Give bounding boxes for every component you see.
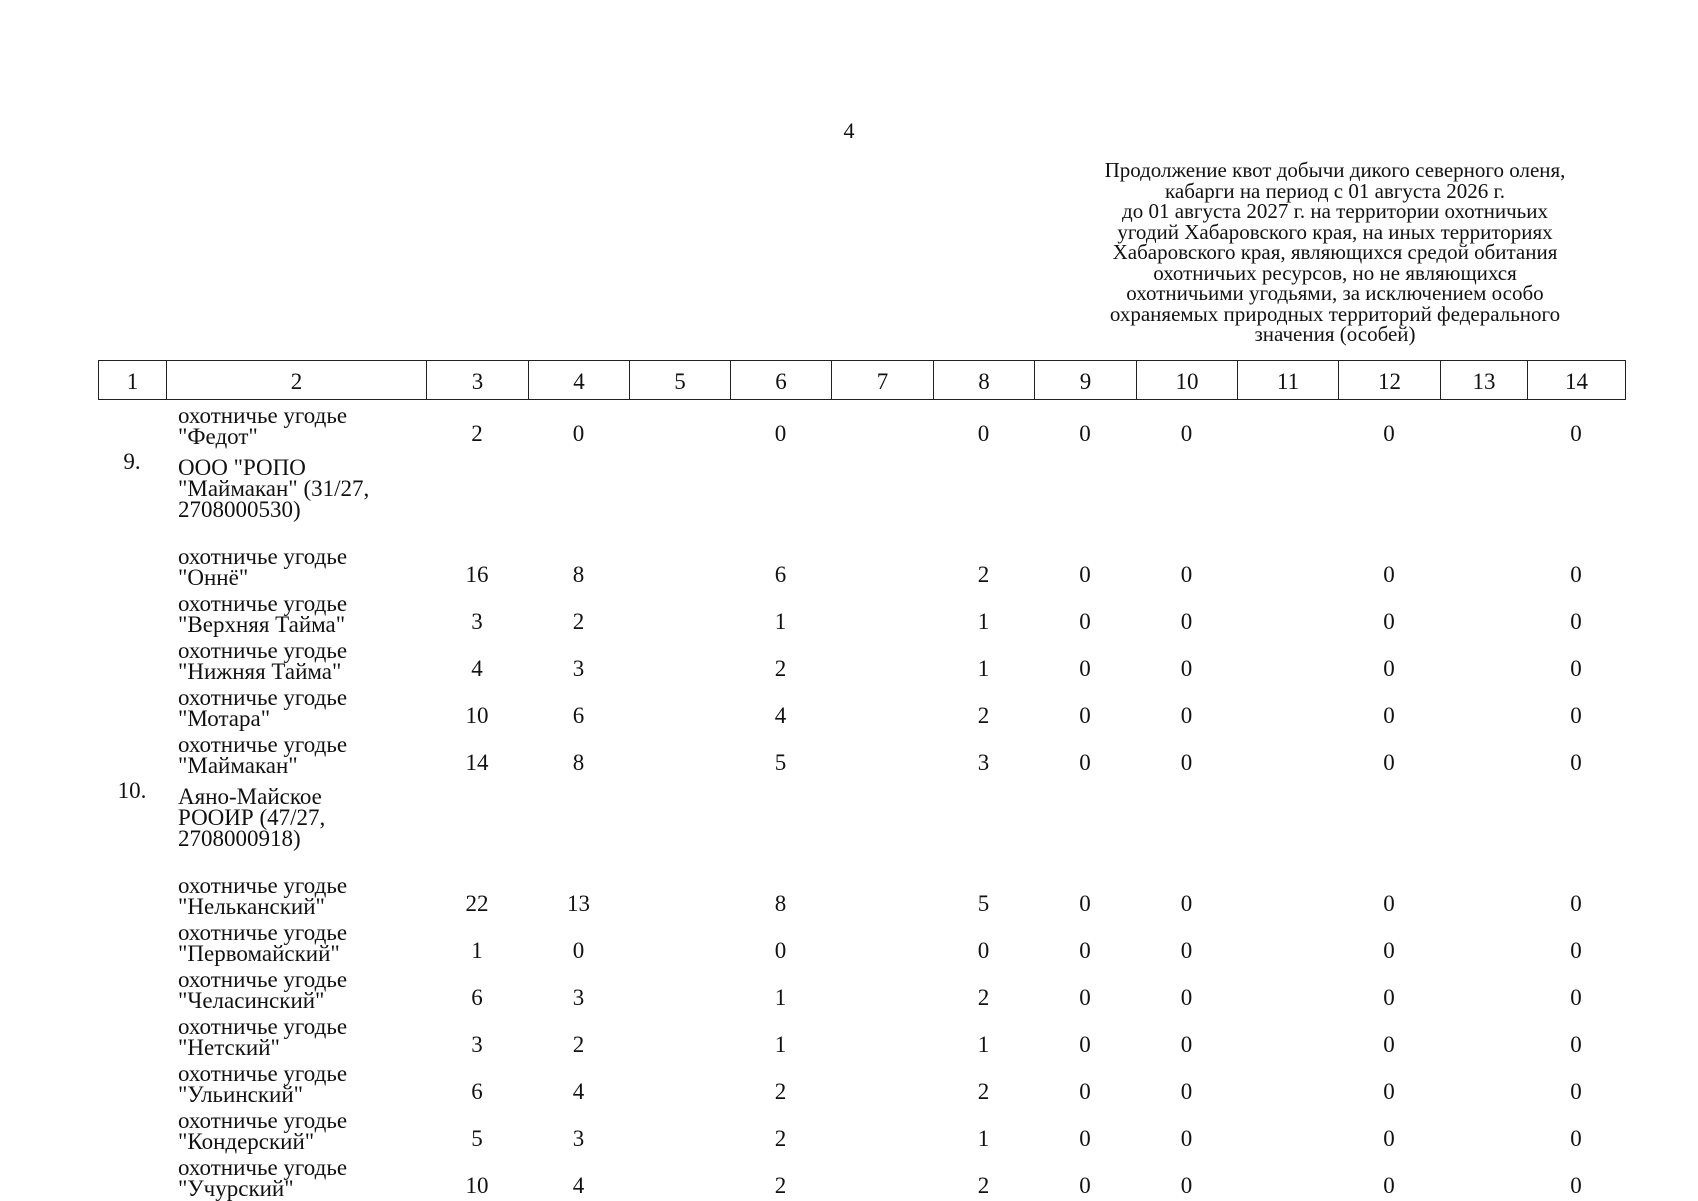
cell-col-12: 0	[1383, 1173, 1395, 1198]
cell-col-12: 0	[1383, 703, 1395, 728]
name-line: "Учурский"	[178, 1176, 294, 1201]
cell-col-8: 5	[977, 891, 990, 916]
name-line: "Челасинский"	[178, 988, 325, 1013]
cell-col-14: 0	[1570, 938, 1582, 963]
cell-col-13	[1440, 1152, 1527, 1199]
hunting-ground-name	[166, 1058, 426, 1105]
cell-col-9: 0	[1079, 703, 1091, 728]
cell-col-3: 10	[465, 703, 489, 728]
column-number-header	[98, 360, 1626, 400]
cell-col-10: 0	[1180, 1173, 1193, 1198]
cell-col-9: 0	[1079, 985, 1091, 1010]
cell-col-5	[629, 541, 730, 588]
header-col-6: 6	[731, 361, 832, 400]
cell-col-4: 2	[572, 1032, 585, 1057]
header-col-13: 13	[1441, 361, 1528, 400]
cell-col-6: 1	[774, 609, 787, 634]
row-index	[98, 729, 166, 776]
cell-col-13	[1440, 635, 1527, 682]
cell-col-5	[629, 588, 730, 635]
header-col-11: 11	[1238, 361, 1339, 400]
cell-col-14: 0	[1570, 1173, 1582, 1198]
cell-col-8: 1	[977, 609, 990, 634]
cell-col-3	[426, 776, 528, 870]
cell-col-9: 0	[1079, 1173, 1091, 1198]
cell-col-6: 5	[774, 750, 787, 775]
cell-col-6: 8	[774, 891, 787, 916]
cell-col-5	[629, 1152, 730, 1199]
cell-col-9: 0	[1079, 421, 1091, 446]
cell-col-6: 4	[774, 703, 787, 728]
cell-col-13	[1440, 1058, 1527, 1105]
caption-line: охотничьими угодьями, за исключением особо	[1126, 281, 1544, 305]
cell-col-9: 0	[1079, 656, 1091, 681]
header-col-2: 2	[167, 361, 427, 400]
cell-col-12	[1338, 447, 1440, 541]
organization-row	[98, 776, 1625, 870]
cell-col-14: 0	[1570, 1032, 1582, 1057]
caption-line: охотничьих ресурсов, но не являющихся	[1153, 260, 1517, 285]
hunting-ground-row	[98, 635, 1625, 682]
cell-col-6: 0	[774, 938, 787, 963]
cell-col-4: 0	[572, 421, 585, 446]
cell-col-10: 0	[1180, 609, 1193, 634]
cell-col-4: 3	[572, 985, 585, 1010]
cell-col-14: 0	[1570, 1079, 1582, 1104]
name-line: охотничье угодье	[178, 403, 348, 428]
name-line: ООО "РОПО	[178, 455, 306, 480]
caption-line: охраняемых природных территорий федерального	[1109, 301, 1561, 326]
cell-col-14: 0	[1570, 656, 1582, 681]
cell-col-9: 0	[1079, 1079, 1091, 1104]
cell-col-9: 0	[1079, 609, 1091, 634]
hunting-ground-row	[98, 917, 1625, 964]
cell-col-13	[1440, 776, 1527, 870]
cell-col-4: 0	[572, 938, 585, 963]
cell-col-11	[1237, 1058, 1338, 1105]
cell-col-6: 1	[774, 1032, 787, 1057]
cell-col-13	[1440, 588, 1527, 635]
cell-col-5	[629, 964, 730, 1011]
cell-col-3: 2	[471, 421, 483, 446]
cell-col-4: 8	[572, 750, 585, 775]
cell-col-11	[1237, 776, 1338, 870]
cell-col-11	[1237, 447, 1338, 541]
cell-col-11	[1237, 541, 1338, 588]
hunting-ground-name	[166, 729, 426, 776]
cell-col-12: 0	[1383, 750, 1395, 775]
hunting-ground-row	[98, 1152, 1625, 1199]
hunting-ground-name	[166, 964, 426, 1011]
cell-col-7	[831, 776, 933, 870]
organization-name	[166, 776, 426, 870]
name-line: охотничье угодье	[178, 732, 348, 757]
cell-col-8: 1	[977, 656, 990, 681]
hunting-ground-name	[166, 635, 426, 682]
cell-col-11	[1237, 635, 1338, 682]
name-line: "Маймакан"	[178, 753, 298, 778]
name-line: "Кондерский"	[178, 1129, 315, 1154]
cell-col-7	[831, 964, 933, 1011]
table-caption	[1055, 160, 1615, 345]
cell-col-3: 6	[471, 1079, 483, 1104]
cell-col-10: 0	[1180, 1126, 1193, 1151]
cell-col-10: 0	[1180, 656, 1193, 681]
caption-line: кабарги на период с 01 августа 2026 г.	[1165, 178, 1505, 203]
cell-col-10: 0	[1180, 703, 1193, 728]
cell-col-10	[1136, 447, 1237, 541]
cell-col-9	[1034, 447, 1136, 541]
cell-col-6: 1	[774, 985, 787, 1010]
cell-col-9: 0	[1079, 1032, 1091, 1057]
header-col-14: 14	[1528, 361, 1626, 400]
cell-col-6	[730, 447, 831, 541]
cell-col-9: 0	[1079, 891, 1091, 916]
caption-line: Хабаровского края, являющихся средой обитания	[1112, 240, 1558, 264]
cell-col-11	[1237, 1105, 1338, 1152]
row-index	[98, 541, 166, 588]
name-line: охотничье угодье	[178, 1061, 348, 1086]
cell-col-6: 2	[774, 1126, 787, 1151]
row-index	[98, 1152, 166, 1199]
name-line: охотничье угодье	[178, 685, 348, 710]
cell-col-10: 0	[1180, 562, 1193, 587]
caption-line: Продолжение квот добычи дикого северного оленя,	[1104, 158, 1566, 182]
cell-col-11	[1237, 964, 1338, 1011]
cell-col-10: 0	[1180, 1032, 1193, 1057]
cell-col-5	[629, 776, 730, 870]
cell-col-8: 2	[977, 562, 990, 587]
cell-col-9: 0	[1079, 562, 1091, 587]
cell-col-13	[1440, 1105, 1527, 1152]
cell-col-14: 0	[1570, 703, 1582, 728]
cell-col-12: 0	[1383, 891, 1395, 916]
cell-col-3: 14	[465, 750, 489, 775]
cell-col-12: 0	[1383, 985, 1395, 1010]
cell-col-14: 0	[1570, 1126, 1582, 1151]
cell-col-10: 0	[1180, 985, 1193, 1010]
cell-col-5	[629, 917, 730, 964]
cell-col-8: 2	[977, 985, 990, 1010]
cell-col-13	[1440, 400, 1527, 447]
cell-col-12: 0	[1383, 609, 1395, 634]
cell-col-11	[1237, 729, 1338, 776]
cell-col-4: 8	[572, 562, 585, 587]
cell-col-7	[831, 917, 933, 964]
header-col-3: 3	[427, 361, 529, 400]
name-line: "Нижняя Тайма"	[178, 659, 342, 684]
header-col-7: 7	[832, 361, 934, 400]
cell-col-13	[1440, 682, 1527, 729]
hunting-ground-name	[166, 917, 426, 964]
name-line: "Федот"	[178, 424, 258, 449]
name-line: охотничье угодье	[178, 1155, 348, 1180]
cell-col-10: 0	[1180, 938, 1193, 963]
cell-col-8: 2	[977, 1079, 990, 1104]
cell-col-7	[831, 541, 933, 588]
name-line: Аяно-Майское	[178, 784, 322, 809]
cell-col-7	[831, 729, 933, 776]
cell-col-3: 3	[471, 1032, 483, 1057]
cell-col-6: 2	[774, 1173, 787, 1198]
cell-col-6: 2	[774, 656, 787, 681]
cell-col-14: 0	[1570, 421, 1582, 446]
cell-col-7	[831, 682, 933, 729]
cell-col-7	[831, 1058, 933, 1105]
row-index	[98, 1105, 166, 1152]
cell-col-3: 1	[471, 938, 483, 963]
cell-col-13	[1440, 447, 1527, 541]
cell-col-13	[1440, 964, 1527, 1011]
cell-col-8: 2	[977, 703, 990, 728]
cell-col-5	[629, 1058, 730, 1105]
cell-col-8	[933, 776, 1034, 870]
cell-col-13	[1440, 541, 1527, 588]
cell-col-11	[1237, 1152, 1338, 1199]
hunting-ground-row	[98, 1105, 1625, 1152]
name-line: 2708000918)	[178, 826, 301, 851]
cell-col-8: 0	[977, 938, 990, 963]
cell-col-11	[1237, 870, 1338, 917]
cell-col-12	[1338, 776, 1440, 870]
cell-col-13	[1440, 870, 1527, 917]
row-index	[98, 635, 166, 682]
name-line: охотничье угодье	[178, 544, 348, 569]
cell-col-8: 0	[977, 421, 990, 446]
header-col-5: 5	[630, 361, 731, 400]
header-col-4: 4	[529, 361, 630, 400]
cell-col-9: 0	[1079, 750, 1091, 775]
name-line: "Первомайский"	[178, 941, 340, 966]
cell-col-14: 0	[1570, 609, 1582, 634]
cell-col-3: 16	[465, 562, 489, 587]
name-line: РООИР (47/27,	[178, 805, 326, 830]
cell-col-8: 2	[977, 1173, 990, 1198]
hunting-ground-row	[98, 1058, 1625, 1105]
cell-col-6: 6	[774, 562, 787, 587]
cell-col-5	[629, 1011, 730, 1058]
cell-col-5	[629, 635, 730, 682]
hunting-ground-name	[166, 541, 426, 588]
header-col-8: 8	[934, 361, 1035, 400]
caption-line: угодий Хабаровского края, на иных территориях	[1117, 219, 1553, 244]
row-index	[98, 682, 166, 729]
name-line: охотничье угодье	[178, 967, 348, 992]
cell-col-4: 4	[572, 1173, 585, 1198]
cell-col-12: 0	[1383, 938, 1395, 963]
cell-col-4: 4	[572, 1079, 585, 1104]
cell-col-5	[629, 447, 730, 541]
row-index	[98, 1058, 166, 1105]
cell-col-3: 6	[471, 985, 483, 1010]
cell-col-11	[1237, 917, 1338, 964]
cell-col-7	[831, 870, 933, 917]
quota-table-body	[98, 400, 1625, 1199]
row-index	[98, 400, 166, 447]
cell-col-11	[1237, 400, 1338, 447]
cell-col-10	[1136, 776, 1237, 870]
name-line: охотничье угодье	[178, 1108, 348, 1133]
cell-col-3	[426, 447, 528, 541]
name-line: "Верхняя Тайма"	[178, 612, 346, 637]
caption-line: значения (особей)	[1254, 322, 1416, 346]
cell-col-13	[1440, 917, 1527, 964]
hunting-ground-name	[166, 870, 426, 917]
name-line: охотничье угодье	[178, 1014, 348, 1039]
hunting-ground-row	[98, 1011, 1625, 1058]
cell-col-12: 0	[1383, 656, 1395, 681]
name-line: "Оннё"	[178, 565, 249, 590]
cell-col-4: 2	[572, 609, 585, 634]
name-line: охотничье угодье	[178, 873, 348, 898]
hunting-ground-name	[166, 400, 426, 447]
cell-col-5	[629, 400, 730, 447]
cell-col-3: 3	[471, 609, 483, 634]
cell-col-14: 0	[1570, 985, 1582, 1010]
cell-col-12: 0	[1383, 562, 1395, 587]
cell-col-12: 0	[1383, 1126, 1395, 1151]
cell-col-4: 3	[572, 1126, 585, 1151]
cell-col-5	[629, 870, 730, 917]
cell-col-14	[1527, 776, 1625, 870]
cell-col-12: 0	[1383, 1079, 1395, 1104]
cell-col-3: 10	[465, 1173, 489, 1198]
name-line: "Маймакан" (31/27,	[178, 476, 370, 501]
hunting-ground-row	[98, 541, 1625, 588]
cell-col-10: 0	[1180, 1079, 1193, 1104]
cell-col-14: 0	[1570, 562, 1582, 587]
hunting-ground-row	[98, 682, 1625, 729]
row-index: 10.	[117, 778, 147, 803]
cell-col-11	[1237, 588, 1338, 635]
cell-col-3: 22	[465, 891, 489, 916]
name-line: 2708000530)	[178, 497, 301, 522]
cell-col-10: 0	[1180, 421, 1193, 446]
cell-col-5	[629, 682, 730, 729]
hunting-ground-row	[98, 400, 1625, 447]
cell-col-10: 0	[1180, 750, 1193, 775]
hunting-ground-name	[166, 588, 426, 635]
name-line: охотничье угодье	[178, 638, 348, 663]
cell-col-7	[831, 588, 933, 635]
header-col-1: 1	[99, 361, 167, 400]
cell-col-7	[831, 1011, 933, 1058]
hunting-ground-name	[166, 1152, 426, 1199]
cell-col-4	[528, 447, 629, 541]
row-index	[98, 588, 166, 635]
cell-col-4	[528, 776, 629, 870]
cell-col-7	[831, 1152, 933, 1199]
row-index	[98, 1011, 166, 1058]
header-col-12: 12	[1339, 361, 1441, 400]
cell-col-12: 0	[1383, 421, 1395, 446]
cell-col-3: 4	[471, 656, 483, 681]
hunting-ground-row	[98, 870, 1625, 917]
row-index	[98, 870, 166, 917]
cell-col-3: 5	[471, 1126, 483, 1151]
cell-col-13	[1440, 1011, 1527, 1058]
hunting-ground-name	[166, 1011, 426, 1058]
hunting-ground-row	[98, 964, 1625, 1011]
page-number: 4	[843, 118, 855, 143]
cell-col-11	[1237, 682, 1338, 729]
row-index: 9.	[123, 449, 141, 474]
row-index	[98, 964, 166, 1011]
caption-line: до 01 августа 2027 г. на территории охотничьих	[1122, 199, 1548, 223]
hunting-ground-name	[166, 682, 426, 729]
organization-name	[166, 447, 426, 541]
cell-col-14: 0	[1570, 750, 1582, 775]
name-line: охотничье угодье	[178, 920, 348, 945]
name-line: охотничье угодье	[178, 591, 348, 616]
cell-col-7	[831, 635, 933, 682]
header-col-10: 10	[1137, 361, 1238, 400]
name-line: "Нельканский"	[178, 894, 325, 919]
cell-col-6	[730, 776, 831, 870]
cell-col-9: 0	[1079, 1126, 1091, 1151]
cell-col-14: 0	[1570, 891, 1582, 916]
cell-col-8: 1	[977, 1032, 990, 1057]
organization-row	[98, 447, 1625, 541]
cell-col-6: 0	[774, 421, 787, 446]
cell-col-6: 2	[774, 1079, 787, 1104]
hunting-ground-row	[98, 729, 1625, 776]
hunting-ground-name	[166, 1105, 426, 1152]
cell-col-11	[1237, 1011, 1338, 1058]
name-line: "Мотара"	[178, 706, 271, 731]
cell-col-9	[1034, 776, 1136, 870]
cell-col-9: 0	[1079, 938, 1091, 963]
cell-col-10: 0	[1180, 891, 1193, 916]
cell-col-14	[1527, 447, 1625, 541]
name-line: "Ульинский"	[178, 1082, 304, 1107]
cell-col-4: 6	[572, 703, 585, 728]
row-index	[98, 917, 166, 964]
header-col-9: 9	[1035, 361, 1137, 400]
hunting-ground-row	[98, 588, 1625, 635]
cell-col-12: 0	[1383, 1032, 1395, 1057]
cell-col-7	[831, 1105, 933, 1152]
cell-col-4: 13	[567, 891, 590, 916]
cell-col-7	[831, 400, 933, 447]
cell-col-8: 1	[977, 1126, 990, 1151]
cell-col-7	[831, 447, 933, 541]
cell-col-13	[1440, 729, 1527, 776]
cell-col-8: 3	[977, 750, 990, 775]
cell-col-5	[629, 729, 730, 776]
name-line: "Нетский"	[178, 1035, 280, 1060]
cell-col-8	[933, 447, 1034, 541]
cell-col-5	[629, 1105, 730, 1152]
cell-col-4: 3	[572, 656, 585, 681]
